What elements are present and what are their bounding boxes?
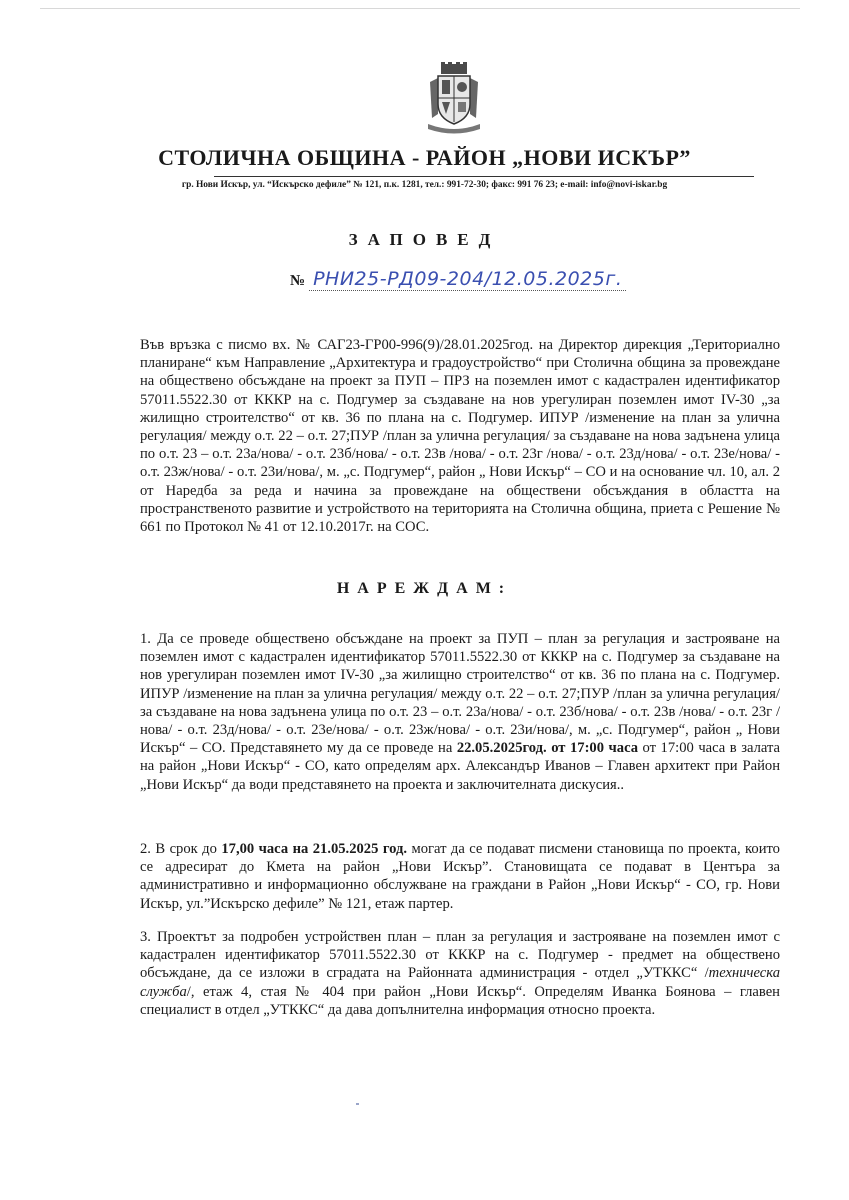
- order-item-3: [140, 928, 780, 1019]
- order-verb-heading: НАРЕЖДАМ:: [336, 580, 513, 597]
- item2-text-a: 2. В срок до: [140, 841, 222, 857]
- item1-time: от 17:00 часа: [551, 740, 639, 757]
- item3-text-b: /, етаж 4, стая № 404 при район „Нови Искър“. Определям Иванка Боянова – главен специалист в отдел „УТККС“ да дава допълнителна информация относно проекта.: [140, 983, 780, 1018]
- intro-paragraph: Във връзка с писмо вх. № САГ23-ГР00-996(9)/28.01.2025год. на Директор дирекция „Териториално планиране“ към Направление „Архитектура и градоустройство“ при Столична община за провеждане на обществено обсъждане на проект за ПУП – ПРЗ на поземлен имот с кадастрален идентификатор 57011.5522.30 от КККР на с. Подгумер за създаване на нов урегулиран поземлен имот IV-30 „за жилищно строителство“ от кв. 36 по плана на с. Подгумер. ИПУР /изменение на план за улична регулация/ между о.т. 22 – о.т. 27;ПУР /план за улична регулация/ за създаване на нова задънена улица по о.т. 23 – о.т. 23а/нова/ - о.т. 23б/нова/ - о.т. 23в /нова/ - о.т. 23г /нова/ - о.т. 23д/нова/ - о.т. 23е/нова/ - о.т. 23ж/нова/ - о.т. 23и/нова/, м. „с. Подгумер“, район „ Нови Искър“ – СО и на основание чл. 10, ал. 2 от Наредба за реда и начина за провеждане на обществени обсъждания в областта на пространственото развитие и устройството на територията на Столична община, приета с Решение № 661 по Протокол № 41 от 12.10.2017г. на СОС.: [140, 337, 780, 536]
- order-number-line: [290, 268, 626, 290]
- municipality-title: СТОЛИЧНА ОБЩИНА - РАЙОН „НОВИ ИСКЪР”: [158, 145, 691, 170]
- item3-text-a: 3. Проектът за подробен устройствен план – план за регулация и застрояване на поземлен имот с кадастрален идентификатор 57011.5522.30 от КККР на с. Подгумер - предмет на обществено обсъждане, да се изложи в сградата на Районната администрация - отдел „УТККС“ /: [140, 929, 780, 982]
- header-divider: [214, 176, 754, 177]
- order-title: ЗАПОВЕД: [348, 230, 501, 249]
- order-item-2: [140, 840, 780, 913]
- order-number-label: №: [290, 273, 306, 289]
- item2-text-b: могат да се подават писмени становища по проекта, които се адресират до Кмета на район „Нови Искър”. Становищата се подават в Центъра за административно и информационно обслужване на граждани в Район „Нови Искър“ - СО, гр. Нови Искър, ул.”Искърско дефиле” № 121, етаж партер.: [140, 841, 780, 912]
- order-item-1: [140, 630, 780, 794]
- contact-line: гр. Нови Искър, ул. “Искърско дефиле” № 121, п.к. 1281, тел.: 991-72-30; факс: 991 76 23; e-mail: info@novi-iskar.bg: [181, 180, 668, 190]
- item3-italic: техническа служба: [140, 965, 780, 1000]
- item1-date: 22.05.2025год.: [456, 740, 547, 757]
- order-number-handwritten: РНИ25-РД09-204/12.05.2025г.: [309, 268, 626, 291]
- coat-of-arms-graphic: [424, 62, 484, 134]
- coat-of-arms-icon: [424, 62, 484, 134]
- scan-speck: [356, 1103, 359, 1105]
- item1-text-b: от 17:00 часа в залата на район „Нови Искър“ - СО, като определям арх. Александър Иванов – Главен архитект при Район „Нови Искър“ да води представянето на проекта и заключителната дискусия..: [140, 740, 780, 793]
- item2-deadline: 17,00 часа на 21.05.2025 год.: [221, 841, 408, 857]
- item1-text-a: 1. Да се проведе обществено обсъждане на проект за ПУП – план за регулация и застрояване на поземлен имот с кадастрален идентификатор 57011.5522.30 от КККР на с. Подгумер за създаване на нов урегулиран поземлен имот IV-30 „за жилищно строителство“ от кв. 36 по плана на с. Подгумер. ИПУР /изменение на план за улична регулация/ между о.т. 22 – о.т. 27;ПУР /план за улична регулация/ за създаване на нова задънена улица по о.т. 23 – о.т. 23а/нова/ - о.т. 23б/нова/ - о.т. 23в /нова/ - о.т. 23г /нова/ - о.т. 23д/нова/ - о.т. 23е/нова/ - о.т. 23ж/нова/ - о.т. 23и/нова/, м. „с. Подгумер“, район „ Нови Искър“ – СО. Представянето му да се проведе на: [140, 631, 780, 757]
- scan-edge-line: [40, 8, 800, 9]
